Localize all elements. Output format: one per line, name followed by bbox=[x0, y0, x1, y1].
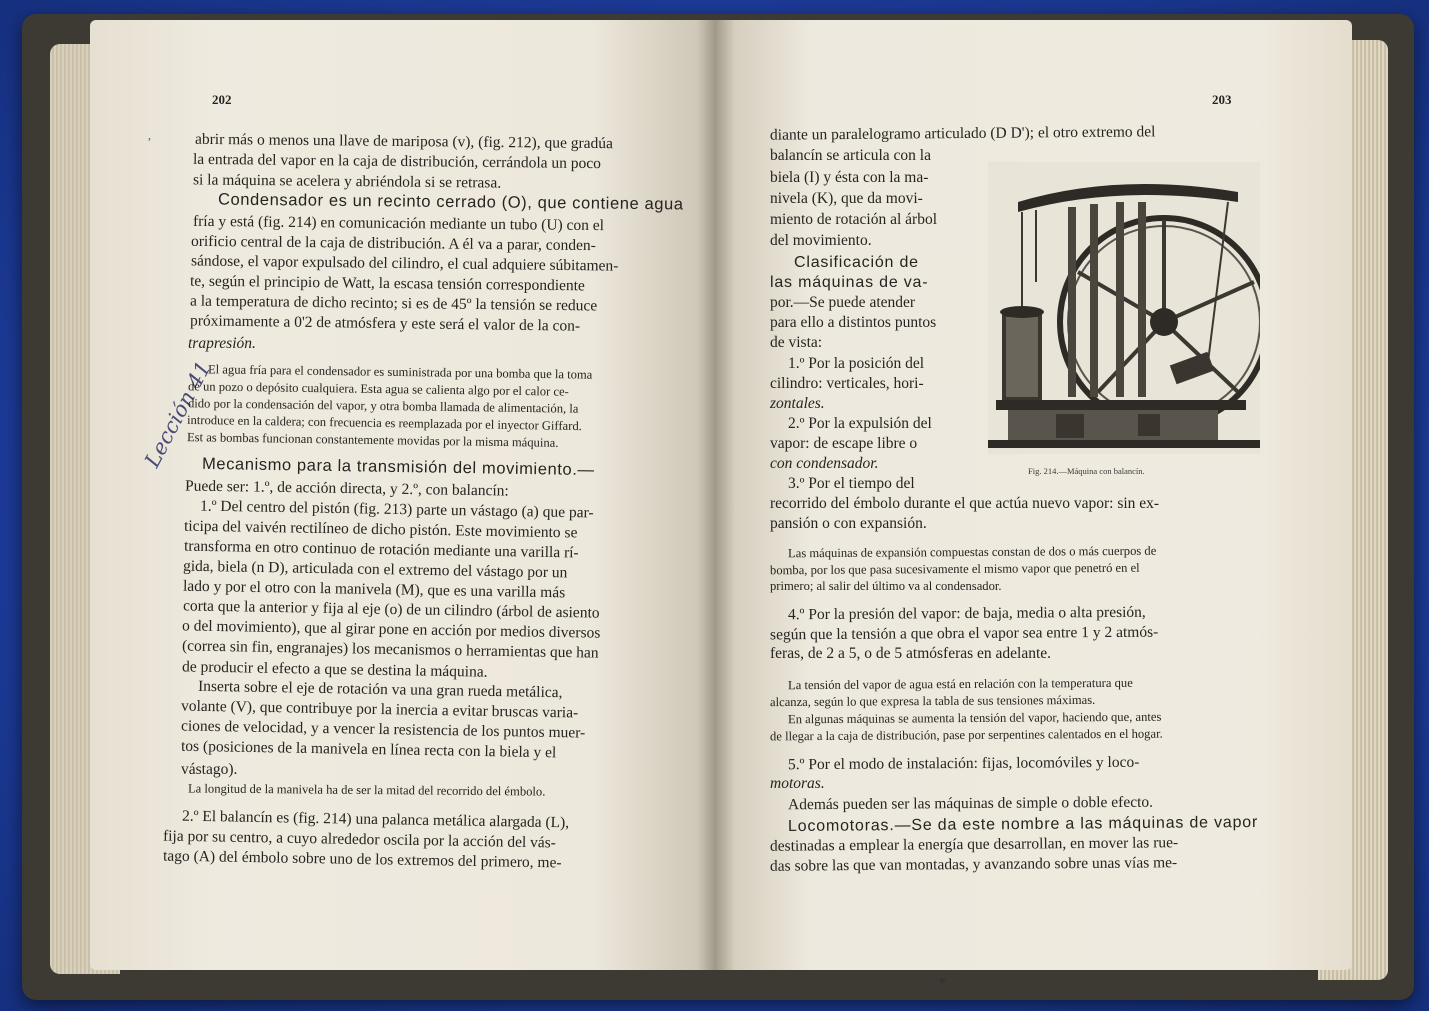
text-line: miento de rotación al árbol bbox=[770, 211, 937, 228]
text-line: balancín se articula con la bbox=[770, 147, 931, 164]
text-line: abrir más o menos una llave de mariposa (v), (fig. 212), que gradúa bbox=[194, 130, 614, 153]
text-line: sándose, el vapor expulsado del cilindro, el cual adquiere súbitamen- bbox=[190, 252, 619, 275]
text-line: lado y por el otro con la manivela (M), que es una varilla más bbox=[182, 577, 566, 602]
note-line: El agua fría para el condensador es suministrada por una bomba que la toma bbox=[207, 362, 593, 382]
text-line: la entrada del vapor en la caja de distribución, cerrándola un poco bbox=[192, 150, 602, 173]
text-line: (correa sin fin, engranajes) los mecanismos o herramientas que han bbox=[181, 637, 599, 662]
right-page bbox=[716, 20, 1352, 970]
text-line: tos (posiciones de la manivela en línea recta con la biela y el bbox=[180, 737, 557, 762]
text-line: volante (V), que contribuye por la inercia a evitar bruscas varia- bbox=[180, 697, 579, 722]
figure-caption: Fig. 214.—Máquina con balancín. bbox=[1028, 466, 1145, 476]
section-heading: Condensador es un recinto cerrado (O), que contiene agua bbox=[217, 190, 684, 214]
text-line: recorrido del émbolo durante el que actúa nuevo vapor: sin ex- bbox=[770, 495, 1160, 512]
left-page bbox=[90, 20, 716, 970]
text-line: próximamente a 0'2 de atmósfera y este será el valor de la con- bbox=[189, 312, 581, 335]
text-line: 2.º Por la expulsión del bbox=[788, 415, 932, 432]
text-line: transforma en otro continuo de rotación mediante una varilla rí- bbox=[183, 537, 579, 562]
note-line: En algunas máquinas se aumenta la tensión del vapor, haciendo que, antes bbox=[787, 709, 1162, 727]
note-line: primero; al salir del último va al condensador. bbox=[770, 579, 1002, 593]
section-heading: Locomotoras.—Se da este nombre a las máquinas de vapor bbox=[787, 813, 1259, 836]
text-line: ticipa del vaivén rectilíneo de dicho pistón. Este movimiento se bbox=[183, 517, 578, 542]
text-line: vapor: de escape libre o bbox=[770, 435, 918, 452]
margin-tick: , bbox=[148, 128, 151, 142]
text-line: de vista: bbox=[770, 334, 823, 351]
text-line: feras, de 2 a 5, o de 5 atmósferas en adelante. bbox=[770, 645, 1052, 662]
note-line: alcanza, según lo que expresa la tabla de sus tensiones máximas. bbox=[769, 692, 1096, 710]
text-line: te, según el principio de Watt, la escasa tensión correspondiente bbox=[189, 272, 585, 295]
handwritten-margin-note: Lección 41 bbox=[140, 357, 216, 472]
note-line: La longitud de la manivela ha de ser la mitad del recorrido del émbolo. bbox=[187, 781, 546, 799]
text-line: corta que la anterior y fija al eje (o) de un cilindro (árbol de asiento bbox=[182, 597, 600, 622]
text-line: de producir el efecto a que se destina la máquina. bbox=[181, 658, 488, 681]
text-line: 5.º Por el modo de instalación: fijas, locomóviles y loco- bbox=[787, 753, 1140, 774]
text-line: tago (A) del émbolo sobre uno de los extremos del primero, me- bbox=[162, 847, 562, 872]
note-line: Las máquinas de expansión compuestas constan de dos o más cuerpos de bbox=[787, 543, 1157, 561]
text-line: o del movimiento), que al girar pone en acción por medios diversos bbox=[181, 617, 601, 642]
text-line: motoras. bbox=[770, 775, 825, 792]
text-line: Inserta sobre el eje de rotación va una gran rueda metálica, bbox=[197, 677, 563, 702]
text-line: orificio central de la caja de distribución. A él va a parar, conden- bbox=[190, 232, 596, 255]
text-line: pansión o con expansión. bbox=[770, 515, 927, 532]
text-line: fija por su centro, a cuyo alrededor oscila por la acción del vás- bbox=[162, 827, 557, 852]
text-line: 3.º Por el tiempo del bbox=[788, 475, 915, 492]
section-heading: Mecanismo para la transmisión del movimiento.— bbox=[201, 454, 595, 480]
text-line: 1.º Del centro del pistón (fig. 213) parte un vástago (a) que par- bbox=[199, 497, 594, 522]
text-line: Puede ser: 1.º, de acción directa, y 2.º, con balancín: bbox=[184, 477, 509, 500]
text-line: 2.º El balancín es (fig. 214) una palanca metálica alargada (L), bbox=[181, 807, 570, 832]
text-line: para ello a distintos puntos bbox=[770, 314, 937, 331]
text-line: das sobre las que van montadas, y avanzando sobre unas vías me- bbox=[769, 854, 1178, 875]
text-line: trapresión. bbox=[188, 335, 256, 352]
text-line: a la temperatura de dicho recinto; si es de 45º la tensión se reduce bbox=[189, 292, 598, 315]
page-number: 203 bbox=[1212, 92, 1232, 107]
note-line: de un pozo o depósito cualquiera. Esta agua se calienta algo por el calor ce- bbox=[187, 379, 569, 399]
text-line: con condensador. bbox=[770, 455, 879, 472]
text-line: destinadas a emplear la energía que desarrollan, en mover las rue- bbox=[769, 834, 1179, 855]
note-line: Est as bombas funcionan constantemente movidas por la misma máquina. bbox=[186, 430, 559, 450]
text-line: diante un paralelogramo articulado (D D'); el otro extremo del bbox=[769, 123, 1156, 144]
text-line: vástago). bbox=[181, 761, 238, 778]
text-line: por.—Se puede atender bbox=[770, 294, 916, 311]
text-line: fría y está (fig. 214) en comunicación mediante un tubo (U) con el bbox=[192, 212, 605, 235]
section-heading: las máquinas de va- bbox=[770, 274, 929, 291]
text-line: cilindro: verticales, hori- bbox=[770, 375, 924, 392]
steam-engine-illustration bbox=[988, 162, 1260, 454]
page-speck bbox=[940, 978, 945, 983]
text-line: biela (I) y ésta con la ma- bbox=[770, 169, 929, 186]
section-heading: Clasificación de bbox=[794, 254, 919, 271]
text-line: ciones de velocidad, y a vencer la resistencia de los puntos muer- bbox=[180, 717, 586, 742]
note-line: dido por la condensación del vapor, y otra bomba llamada de alimentación, la bbox=[187, 396, 579, 416]
note-line: de llegar a la caja de distribución, pase por serpentines calentados en el hogar. bbox=[769, 726, 1163, 744]
text-line: según que la tensión a que obra el vapor sea entre 1 y 2 atmós- bbox=[769, 623, 1159, 644]
text-line: del movimiento. bbox=[770, 232, 872, 249]
text-line: si la máquina se acelera y abriéndola si se retrasa. bbox=[192, 171, 502, 192]
beam-engine-engraving bbox=[988, 162, 1260, 454]
text-line: 1.º Por la posición del bbox=[788, 355, 925, 372]
text-line: zontales. bbox=[770, 395, 825, 412]
note-line: introduce en la caldera; con frecuencia es reemplazada por el inyector Giffard. bbox=[186, 412, 582, 434]
text-line: gida, biela (n D), articulada con el extremo del vástago por un bbox=[182, 557, 568, 582]
text-line: 4.º Por la presión del vapor: de baja, media o alta presión, bbox=[787, 603, 1146, 624]
text-line: nivela (K), que da movi- bbox=[770, 190, 923, 207]
note-line: La tensión del vapor de agua está en relación con la temperatura que bbox=[787, 675, 1133, 693]
note-line: bomba, por los que pasa sucesivamente el mismo vapor que penetró en el bbox=[769, 560, 1140, 578]
page-number: 202 bbox=[212, 92, 232, 107]
text-line: Además pueden ser las máquinas de simple o doble efecto. bbox=[787, 793, 1154, 814]
